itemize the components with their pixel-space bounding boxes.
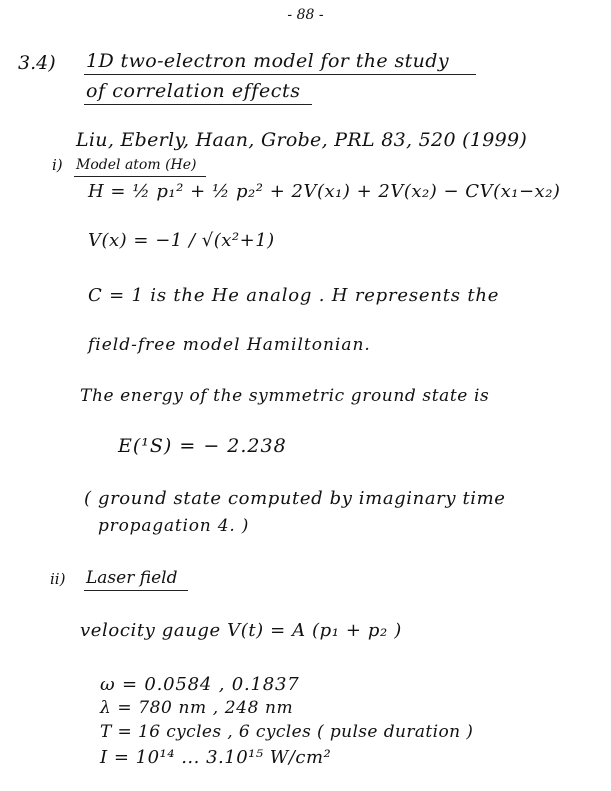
section-number: 3.4) bbox=[18, 52, 56, 74]
hamiltonian-equation: H = ½ p₁² + ½ p₂² + 2V(x₁) + 2V(x₂) − CV(x₁−x₂) bbox=[88, 181, 561, 202]
title-underline-2 bbox=[84, 104, 312, 105]
part-ii-title-underline bbox=[84, 590, 188, 591]
potential-equation: V(x) = −1 / √(x²+1) bbox=[88, 230, 275, 251]
energy-statement: The energy of the symmetric ground state is bbox=[80, 386, 490, 406]
parameter-duration: T = 16 cycles , 6 cycles ( pulse duration ) bbox=[100, 722, 474, 742]
velocity-gauge-equation: velocity gauge V(t) = A (p₁ + p₂ ) bbox=[80, 620, 402, 641]
part-i-label: i) bbox=[52, 156, 63, 174]
parameter-wavelength: λ = 780 nm , 248 nm bbox=[100, 698, 294, 718]
title-underline-1 bbox=[84, 74, 476, 75]
part-i-title: Model atom (He) bbox=[76, 157, 197, 173]
reference-citation: Liu, Eberly, Haan, Grobe, PRL 83, 520 (1999) bbox=[76, 129, 528, 151]
part-i-title-underline bbox=[74, 176, 206, 177]
ground-state-note-line-2: propagation 4. ) bbox=[98, 516, 250, 536]
section-title-line-2: of correlation effects bbox=[86, 80, 301, 102]
parameter-frequency: ω = 0.0584 , 0.1837 bbox=[100, 674, 300, 695]
parameter-intensity: I = 10¹⁴ ... 3.10¹⁵ W/cm² bbox=[100, 747, 332, 768]
part-ii-label: ii) bbox=[50, 570, 66, 588]
section-title-line-1: 1D two-electron model for the study bbox=[86, 50, 450, 72]
ground-state-note-line-1: ( ground state computed by imaginary time bbox=[84, 488, 506, 509]
c-description-line-2: field-free model Hamiltonian. bbox=[88, 335, 371, 355]
c-description-line-1: C = 1 is the He analog . H represents the bbox=[88, 285, 500, 306]
ground-state-energy: E(¹S) = − 2.238 bbox=[118, 435, 287, 457]
part-ii-title: Laser field bbox=[86, 568, 178, 588]
page-number: - 88 - bbox=[287, 7, 324, 23]
